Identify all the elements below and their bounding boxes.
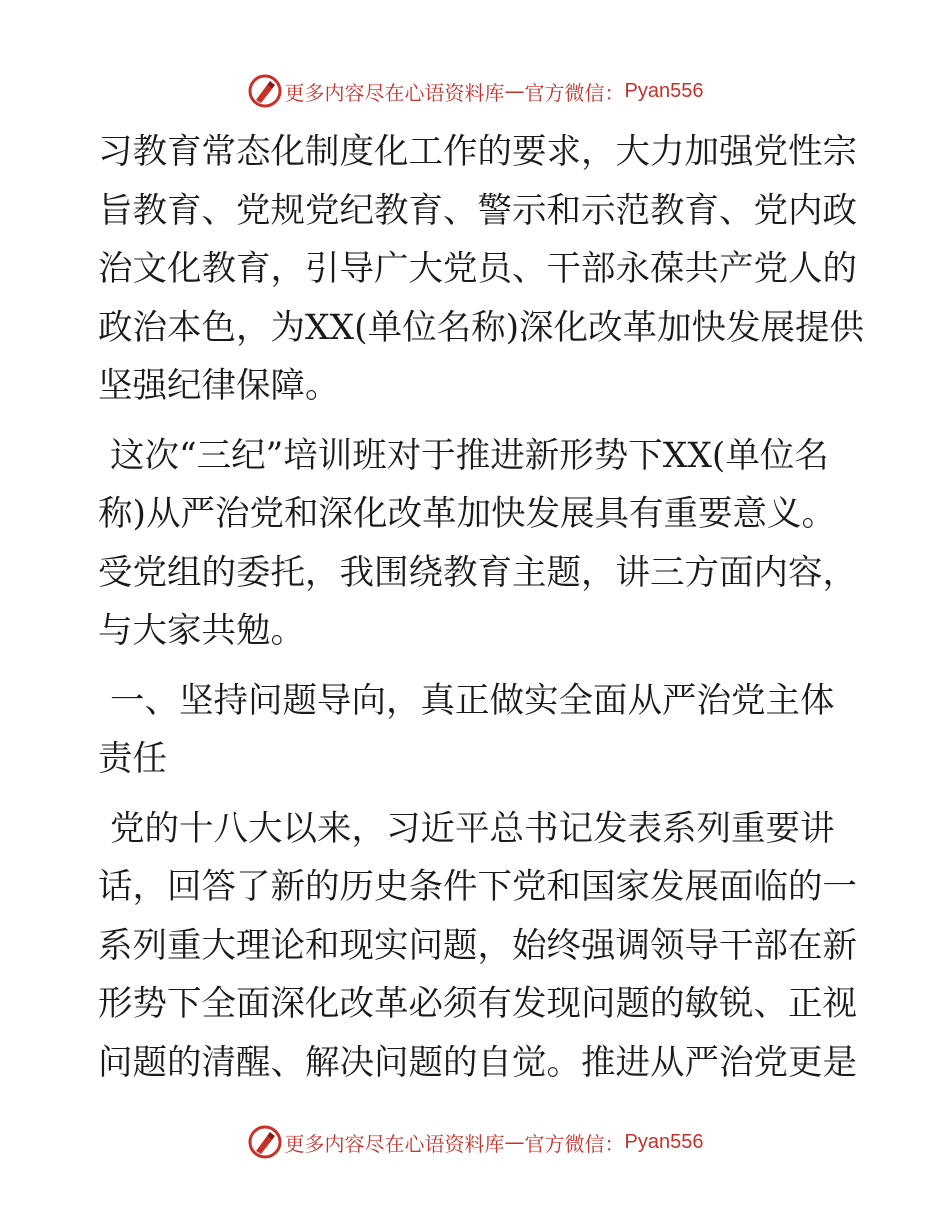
wechat-id: Pyan556 [624, 79, 704, 102]
banner-dash: — [504, 79, 525, 103]
text-line: 系列重大理论和现实问题，始终强调领导干部在新 [98, 925, 857, 966]
document-body [98, 123, 865, 1092]
pen-logo-icon [247, 1124, 283, 1160]
text-line: 坚强纪律保障。 [98, 366, 340, 406]
library-name: 更多内容尽在心语资料库 [284, 80, 505, 105]
wechat-id: Pyan556 [624, 1130, 704, 1153]
paragraph-2 [98, 427, 858, 661]
header-watermark-banner [0, 71, 950, 111]
section-heading-1 [98, 672, 858, 789]
text-line: 党的十八大以来，习近平总书记发表系列重要讲 [110, 808, 835, 849]
text-line: 话，回答了新的历史条件下党和国家发展面临的一 [98, 867, 857, 907]
text-line: 习教育常态化制度化工作的要求，大力加强党性宗 [98, 132, 857, 172]
paragraph-3 [98, 800, 858, 1093]
banner-dash: — [504, 1130, 525, 1154]
wechat-label: 官方微信： [524, 80, 625, 105]
text-line: 形势下全面深化改革必须有发现问题的敏锐、正视 [98, 984, 857, 1024]
text-line: 治文化教育，引导广大党员、干部永葆共产党人的 [98, 249, 857, 289]
text-line: 旨教育、党规党纪教育、警示和示范教育、党内政 [98, 190, 857, 231]
footer-watermark-banner [0, 1122, 950, 1162]
text-line: 责任 [98, 739, 167, 779]
pen-logo-icon [247, 73, 283, 109]
wechat-label: 官方微信： [524, 1131, 625, 1156]
text-line: 政治本色，为XX(单位名称)深化改革加快发展提供 [98, 307, 865, 348]
text-line: 问题的清醒、解决问题的自觉。推进从严治党更是 [98, 1042, 857, 1083]
text-line: 与大家共勉。 [98, 611, 305, 651]
text-line: 受党组的委托，我围绕教育主题，讲三方面内容， [98, 552, 857, 593]
text-line: 这次“三纪”培训班对于推进新形势下XX(单位名 [110, 435, 829, 476]
text-line: 一、坚持问题导向，真正做实全面从严治党主体 [110, 680, 835, 721]
library-name: 更多内容尽在心语资料库 [284, 1131, 505, 1156]
paragraph-1 [98, 123, 865, 416]
text-line: 称)从严治党和深化改革加快发展具有重要意义。 [98, 494, 836, 534]
